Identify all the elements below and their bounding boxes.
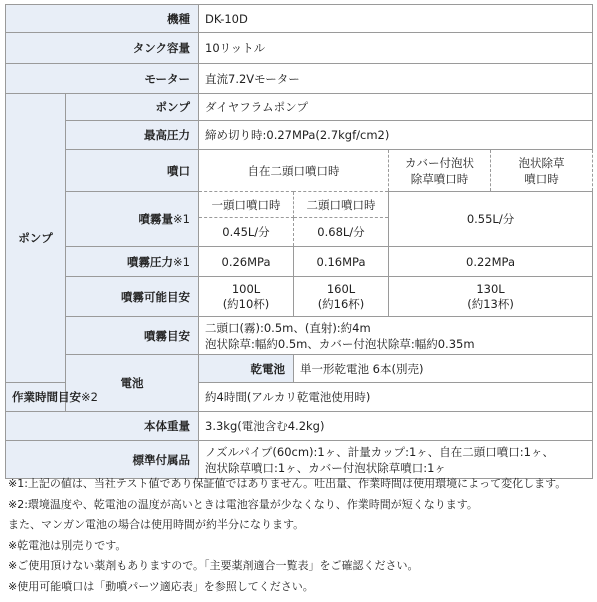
motor-label: モーター — [6, 64, 199, 94]
amount-single: 0.45L/分 — [199, 218, 294, 247]
tank-label: タンク容量 — [6, 33, 199, 64]
spec-row-spray-pressure — [6, 247, 593, 277]
pump-label: ポンプ — [66, 94, 199, 121]
spec-row-spray-amount-head — [6, 192, 593, 218]
nozzle-cover-foam — [389, 150, 491, 192]
spec-row-max-pressure — [6, 121, 593, 150]
spec-row-pump — [6, 94, 593, 121]
nozzle-foam — [491, 150, 593, 192]
model-value: DK-10D — [199, 5, 593, 33]
dry-battery-value: 単一形乾電池 6本(別売) — [294, 355, 593, 383]
footnote: ※1:上記の値は、当社テスト値であり保証値ではありません。吐出量、作業時間は使用環境によって変化します。 — [8, 477, 567, 490]
footnote: また、マンガン電池の場合は使用時間が約半分になります。 — [8, 518, 305, 531]
note2-mark: ※2 — [81, 390, 98, 404]
accessories-value — [199, 441, 593, 479]
spray-amount-label — [66, 192, 199, 247]
spec-row-nozzle — [6, 150, 593, 192]
double-head-label: 二頭口噴口時 — [294, 192, 389, 218]
accessories-label: 標準付属品 — [6, 441, 199, 479]
spray-target-line2: 泡状除草:幅約0.5m、カバー付泡状除草:幅約0.35m — [205, 336, 475, 351]
capacity-single-liters: 100L — [231, 281, 261, 296]
spec-row-spray-capacity — [6, 277, 593, 317]
footnote: ※2:環境温度や、乾電池の温度が高いときは電池容量が少なくなり、作業時間が短くなります。 — [8, 497, 478, 511]
capacity-foam — [389, 277, 593, 317]
accessories-line1: ノズルパイプ(60cm):1ヶ、計量カップ:1ヶ、自在二頭口噴口:1ヶ、 — [205, 444, 554, 459]
amount-foam: 0.55L/分 — [389, 192, 593, 247]
spec-row-model — [6, 5, 593, 33]
note1-mark: ※1 — [173, 254, 190, 269]
capacity-double-cups: (約16杯) — [317, 296, 365, 311]
footnote: ※使用可能噴口は「動噴パーツ適応表」を参照してください。 — [8, 579, 314, 593]
dry-battery-label: 乾電池 — [199, 355, 294, 383]
motor-value: 直流7.2Vモーター — [199, 64, 593, 94]
note1-mark: ※1 — [173, 212, 190, 226]
pressure-foam: 0.22MPa — [389, 247, 593, 277]
footnote: ※ご使用頂けない薬剤もありますので。「主要薬剤適合一覧表」をご確認ください。 — [8, 559, 419, 572]
footnotes — [8, 474, 592, 597]
weight-label: 本体重量 — [6, 412, 199, 441]
spec-row-tank — [6, 33, 593, 64]
spec-table — [5, 4, 593, 479]
nozzle-free-head: 自在二頭口噴口時 — [199, 150, 389, 192]
spec-row-motor — [6, 64, 593, 94]
capacity-double-liters: 160L — [326, 281, 356, 296]
spray-target-line1: 二頭口(霧):0.5m、(直射):約4m — [205, 320, 371, 335]
capacity-foam-liters: 130L — [476, 281, 505, 296]
spray-capacity-label: 噴霧可能目安 — [66, 277, 199, 317]
pump-section-label: ポンプ — [6, 94, 66, 383]
battery-section-label: 電池 — [66, 355, 199, 412]
spray-pressure-label — [66, 247, 199, 277]
pressure-double: 0.16MPa — [294, 247, 389, 277]
pressure-single: 0.26MPa — [199, 247, 294, 277]
footnote: ※乾電池は別売りです。 — [8, 538, 127, 552]
spray-target-value — [199, 317, 593, 355]
weight-value: 3.3kg(電池含む4.2kg) — [199, 412, 593, 441]
tank-value: 10リットル — [199, 33, 593, 64]
capacity-foam-cups: (約13杯) — [467, 296, 514, 311]
pump-value: ダイヤフラムポンプ — [199, 94, 593, 121]
spec-row-spray-target — [6, 317, 593, 355]
amount-double: 0.68L/分 — [294, 218, 389, 247]
spray-pressure-text: 噴霧圧力 — [127, 254, 174, 269]
capacity-double — [294, 277, 389, 317]
accessories-line2: 泡状除草噴口:1ヶ、カバー付泡状除草噴口:1ヶ — [205, 460, 446, 475]
worktime-label — [6, 383, 98, 412]
spray-target-label: 噴霧目安 — [66, 317, 199, 355]
model-label: 機種 — [6, 5, 199, 33]
nozzle-cover-line2: 除草噴口時 — [410, 171, 469, 186]
max-pressure-value: 締め切り時:0.27MPa(2.7kgf/cm2) — [199, 121, 593, 150]
nozzle-foam-line1: 泡状除草 — [518, 155, 565, 170]
nozzle-cover-line1: カバー付泡状 — [405, 155, 474, 170]
spec-row-accessories — [6, 441, 593, 479]
spec-row-weight — [6, 412, 593, 441]
capacity-single — [199, 277, 294, 317]
single-head-label: 一頭口噴口時 — [199, 192, 294, 218]
spray-amount-text: 噴霧量 — [138, 212, 174, 226]
nozzle-label: 噴口 — [66, 150, 199, 192]
nozzle-foam-line2: 噴口時 — [524, 171, 559, 186]
worktime-value: 約4時間(アルカリ乾電池使用時) — [199, 383, 593, 412]
spec-row-dry-battery — [6, 355, 593, 383]
capacity-single-cups: (約10杯) — [222, 296, 270, 311]
worktime-text: 作業時間目安 — [12, 390, 81, 404]
max-pressure-label: 最高圧力 — [66, 121, 199, 150]
